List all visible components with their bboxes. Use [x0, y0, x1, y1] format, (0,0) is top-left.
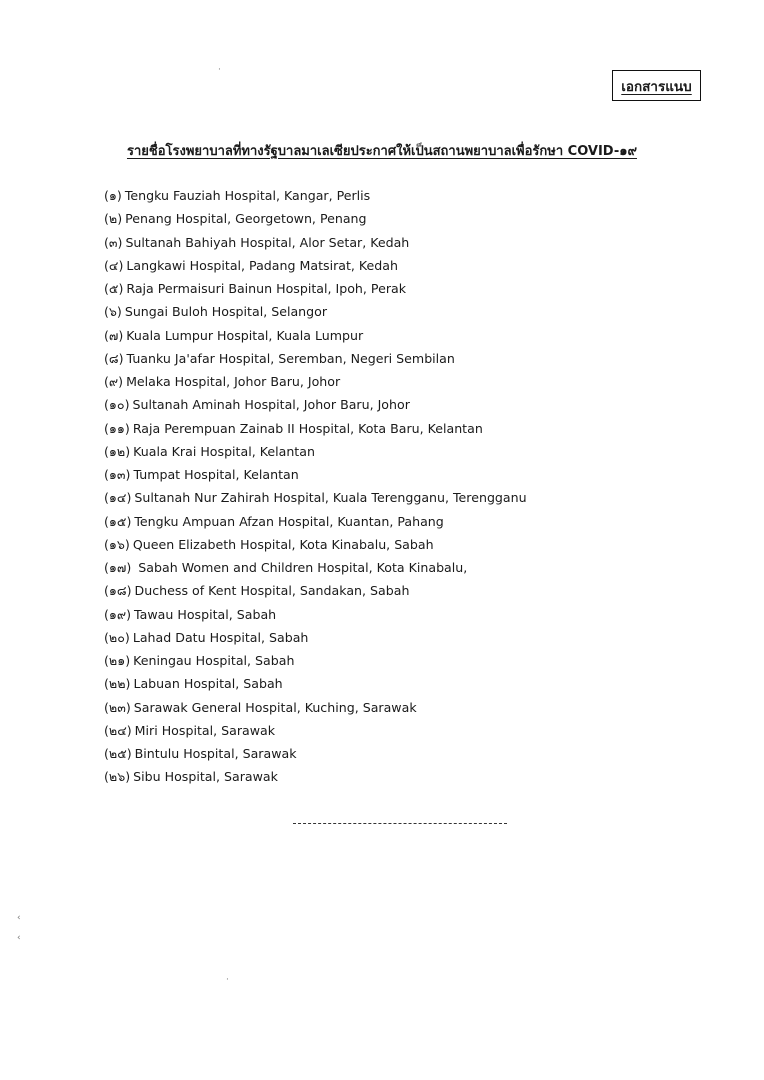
hospital-name: Tawau Hospital, Sabah [134, 606, 277, 622]
hospital-name: Keningau Hospital, Sabah [133, 653, 295, 668]
end-divider [293, 823, 507, 824]
item-number: (๑) [104, 188, 122, 203]
hospital-list-item [104, 347, 527, 370]
hospital-list-item [104, 510, 527, 533]
hospital-name: Kuala Krai Hospital, Kelantan [133, 443, 315, 459]
hospital-name: Raja Perempuan Zainab II Hospital, Kota Baru, Kelantan [132, 420, 483, 436]
item-number: (๖) [104, 304, 122, 320]
hospital-list-item [104, 533, 527, 556]
item-number: (๑๔) [104, 490, 132, 506]
hospital-name: Tumpat Hospital, Kelantan [133, 467, 299, 482]
hospital-name: Sultanah Aminah Hospital, Johor Baru, Johor [132, 397, 410, 413]
hospital-list-item [104, 254, 527, 277]
hospital-list-item [104, 417, 527, 440]
hospital-list-item [104, 207, 527, 230]
hospital-list-item [104, 231, 527, 254]
item-number: (๑๙) [104, 606, 132, 622]
item-number: (๒๓) [104, 699, 131, 715]
hospital-list-item [104, 626, 527, 649]
item-number: (๒) [104, 211, 123, 227]
item-number: (๓) [104, 234, 123, 250]
hospital-list-item [104, 277, 527, 300]
scan-speck: · [226, 975, 229, 985]
hospital-name: Melaka Hospital, Johor Baru, Johor [126, 374, 341, 389]
item-number: (๒๕) [104, 746, 132, 761]
hospital-list-item [104, 719, 527, 742]
hospital-list-item [104, 649, 527, 672]
hospital-list-item [104, 742, 527, 765]
item-number: (๑๓) [104, 467, 131, 482]
attachment-label: เอกสารแนบ [621, 78, 692, 95]
hospital-list-item [104, 324, 527, 347]
hospital-list-item [104, 696, 527, 719]
hospital-list-item [104, 672, 527, 695]
item-number: (๙) [104, 374, 124, 389]
item-number: (๒๑) [104, 653, 131, 668]
item-number: (๔) [104, 257, 124, 273]
item-number: (๒๐) [104, 629, 130, 645]
hospital-list-item [104, 765, 527, 788]
scan-speck: ‹ [17, 933, 21, 943]
hospital-name: Bintulu Hospital, Sarawak [134, 746, 297, 761]
hospital-list-item [104, 579, 527, 602]
hospital-list-item [104, 556, 527, 579]
item-number: (๑๕) [104, 513, 132, 529]
document-title: รายชื่อโรงพยาบาลที่ทางรัฐบาลมาเลเซียประกาศให้เป็นสถานพยาบาลเพื่อรักษา COVID-๑๙ [126, 144, 637, 159]
hospital-name: Kuala Lumpur Hospital, Kuala Lumpur [126, 327, 364, 343]
item-number: (๑๘) [104, 583, 132, 599]
hospital-list-item [104, 300, 527, 323]
hospital-name: Penang Hospital, Georgetown, Penang [125, 211, 367, 227]
item-number: (๘) [104, 350, 124, 366]
item-number: (๗) [104, 327, 124, 343]
item-number: (๑๖) [104, 536, 130, 552]
hospital-name: Labuan Hospital, Sabah [133, 676, 283, 692]
hospital-name: Tengku Fauziah Hospital, Kangar, Perlis [124, 188, 371, 203]
hospital-name: Raja Permaisuri Bainun Hospital, Ipoh, Perak [126, 281, 407, 296]
hospital-name: Sungai Buloh Hospital, Selangor [124, 304, 328, 320]
hospital-name: Queen Elizabeth Hospital, Kota Kinabalu, Sabah [132, 536, 434, 552]
item-number: (๕) [104, 281, 124, 296]
hospital-name: Tengku Ampuan Afzan Hospital, Kuantan, Pahang [134, 513, 444, 529]
hospital-list-item [104, 393, 527, 416]
item-number: (๑๗) [104, 560, 132, 575]
item-number: (๒๖) [104, 769, 131, 785]
hospital-name: Sultanah Bahiyah Hospital, Alor Setar, Kedah [125, 234, 410, 250]
hospital-name: Sarawak General Hospital, Kuching, Sarawak [133, 699, 417, 715]
hospital-list-item [104, 463, 527, 486]
hospital-list [104, 184, 527, 789]
hospital-name: Sultanah Nur Zahirah Hospital, Kuala Terengganu, Terengganu [134, 490, 527, 506]
hospital-name: Miri Hospital, Sarawak [134, 722, 276, 738]
hospital-list-item [104, 603, 527, 626]
hospital-list-item [104, 184, 527, 207]
hospital-name: Duchess of Kent Hospital, Sandakan, Sabah [134, 583, 410, 599]
hospital-name: Langkawi Hospital, Padang Matsirat, Kedah [126, 257, 398, 273]
hospital-list-item [104, 370, 527, 393]
item-number: (๑๒) [104, 443, 131, 459]
item-number: (๑๑) [104, 420, 130, 436]
item-number: (๒๔) [104, 722, 132, 738]
scan-speck: ‹ [17, 913, 21, 923]
attachment-label-box [612, 70, 701, 101]
hospital-name: Lahad Datu Hospital, Sabah [132, 629, 309, 645]
hospital-name: Tuanku Ja'afar Hospital, Seremban, Negeri Sembilan [126, 350, 455, 366]
hospital-list-item [104, 440, 527, 463]
item-number: (๒๒) [104, 676, 131, 692]
hospital-list-item [104, 486, 527, 509]
hospital-name: Sibu Hospital, Sarawak [133, 769, 278, 785]
scan-speck: · [218, 65, 221, 75]
hospital-name: Sabah Women and Children Hospital, Kota Kinabalu, [134, 560, 468, 575]
item-number: (๑๐) [104, 397, 130, 413]
